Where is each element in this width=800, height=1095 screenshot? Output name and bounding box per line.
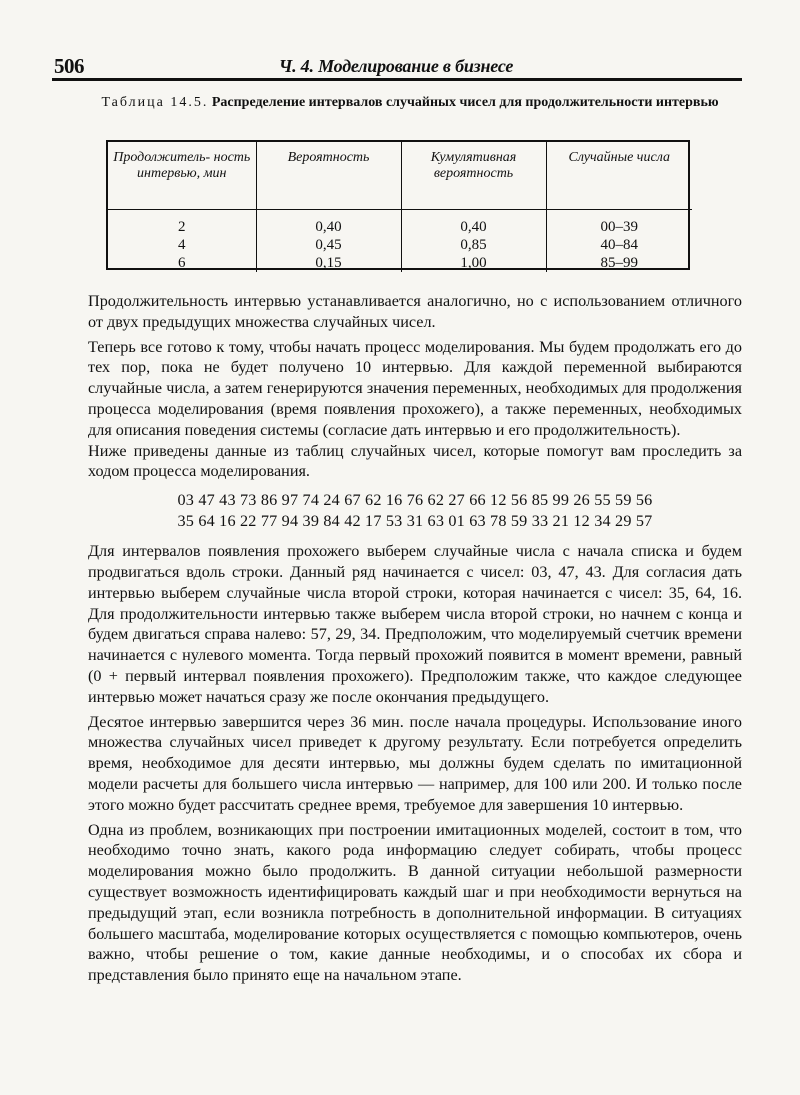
- table-cell: 40–84: [546, 236, 692, 254]
- table-row: [108, 210, 692, 237]
- table-cell: 0,85: [401, 236, 546, 254]
- random-number-rows: [88, 490, 742, 531]
- table-cell: 1,00: [401, 254, 546, 272]
- header-rule: [52, 78, 742, 81]
- table-cell: 0,40: [401, 210, 546, 237]
- table-cell: 00–39: [546, 210, 692, 237]
- body-text: [88, 291, 742, 986]
- table-cell: 4: [178, 237, 186, 253]
- table-header-row: [108, 142, 692, 210]
- table-row: [108, 254, 692, 272]
- running-title: Ч. 4. Моделирование в бизнесе: [278, 56, 514, 76]
- table-cell: 0,15: [256, 254, 401, 272]
- table-cell: 6: [178, 255, 186, 271]
- paragraph: Для интервалов появления прохожего выберем случайные числа с начала списка и будем продвигаться вдоль строки. Данный ряд начинается с чисел: 03, 47, 43. Для согласия дать интервью выберем случайные числа второй строки, которая начинается с чисел: 35, 64, 16. Для продолжительности интервью также выберем числа второй строки, но начнем с конца и будем двигаться справа налево: 57, 29, 34. Предположим, что моделируемый счетчик времени начинается с нулевого момента. Тогда первый прохожий появится в момент времени, равный (0 + первый интервал появления прохожего). Предположим также, что каждое следующее интервью может начаться сразу же после окончания предыдущего.: [88, 542, 742, 706]
- random-number-row: 35 64 16 22 77 94 39 84 42 17 53 31 63 01 63 78 59 33 21 12 34 29 57: [177, 511, 653, 530]
- table-cell: 0,40: [256, 210, 401, 237]
- page-header: [52, 50, 740, 80]
- paragraph: Десятое интервью завершится через 36 мин. после начала процедуры. Использование иного множества случайных чисел приведет к другому результату. Если потребуется определить время, необходимое для десяти интервью, мы должны будем сделать по имитационной модели расчеты для большего числа интервью — например, для 100 или 200. И только после этого можно будет рассчитать среднее время, требуемое для завершения 10 интервью.: [88, 712, 742, 814]
- table-header-cell: Продолжитель- ность интервью, мин: [108, 142, 256, 210]
- table-cell: 2: [178, 219, 186, 235]
- data-table: [108, 142, 692, 272]
- table-header-cell: Случайные числа: [546, 142, 692, 210]
- paragraph: Теперь все готово к тому, чтобы начать процесс моделирования. Мы будем продолжать его до тех пор, пока не будет получено 10 интервью. Для каждой переменной выбираются случайные числа, а затем генерируются значения переменных, необходимых для продолжения процесса моделирования (время появления прохожего), а также переменных, необходимых для описания поведения системы (согласие дать интервью и его продолжительность).: [88, 337, 742, 439]
- random-number-row: 03 47 43 73 86 97 74 24 67 62 16 76 62 27 66 12 56 85 99 26 55 59 56: [177, 491, 653, 510]
- table-row: [108, 236, 692, 254]
- page-number: 506: [54, 54, 84, 78]
- paragraph: Продолжительность интервью устанавливается аналогично, но с использованием отличного от двух предыдущих множества случайных чисел.: [88, 292, 742, 331]
- table-header-cell: Вероятность: [256, 142, 401, 210]
- table-caption-label: Таблица 14.5.: [101, 95, 209, 110]
- interval-table: [106, 140, 690, 270]
- table-caption-title: Распределение интервалов случайных чисел для продолжительности интервью: [211, 95, 719, 110]
- table-cell: 0,45: [256, 236, 401, 254]
- paragraph: Одна из проблем, возникающих при построении имитационных моделей, состоит в том, что необходимо точно знать, какого рода информацию следует собирать, чтобы процесс моделирования можно было продолжить. В данной ситуации небольшой размерности существует возможность идентифицировать каждый шаг и при необходимости вернуться на предыдущий этап, если возникла потребность в дополнительной информации. В ситуациях большего масштаба, моделирование которых осуществляется с помощью компьютеров, очень важно, чтобы решение о том, какие данные необходимы, и о способах их сбора и представления было принято еще на начальном этапе.: [88, 820, 742, 985]
- paragraph: Ниже приведены данные из таблиц случайных чисел, которые помогут вам проследить за ходом процесса моделирования.: [88, 441, 742, 481]
- table-header-cell: Кумулятивная вероятность: [401, 142, 546, 210]
- table-cell: 85–99: [546, 254, 692, 272]
- table-caption: [100, 94, 720, 112]
